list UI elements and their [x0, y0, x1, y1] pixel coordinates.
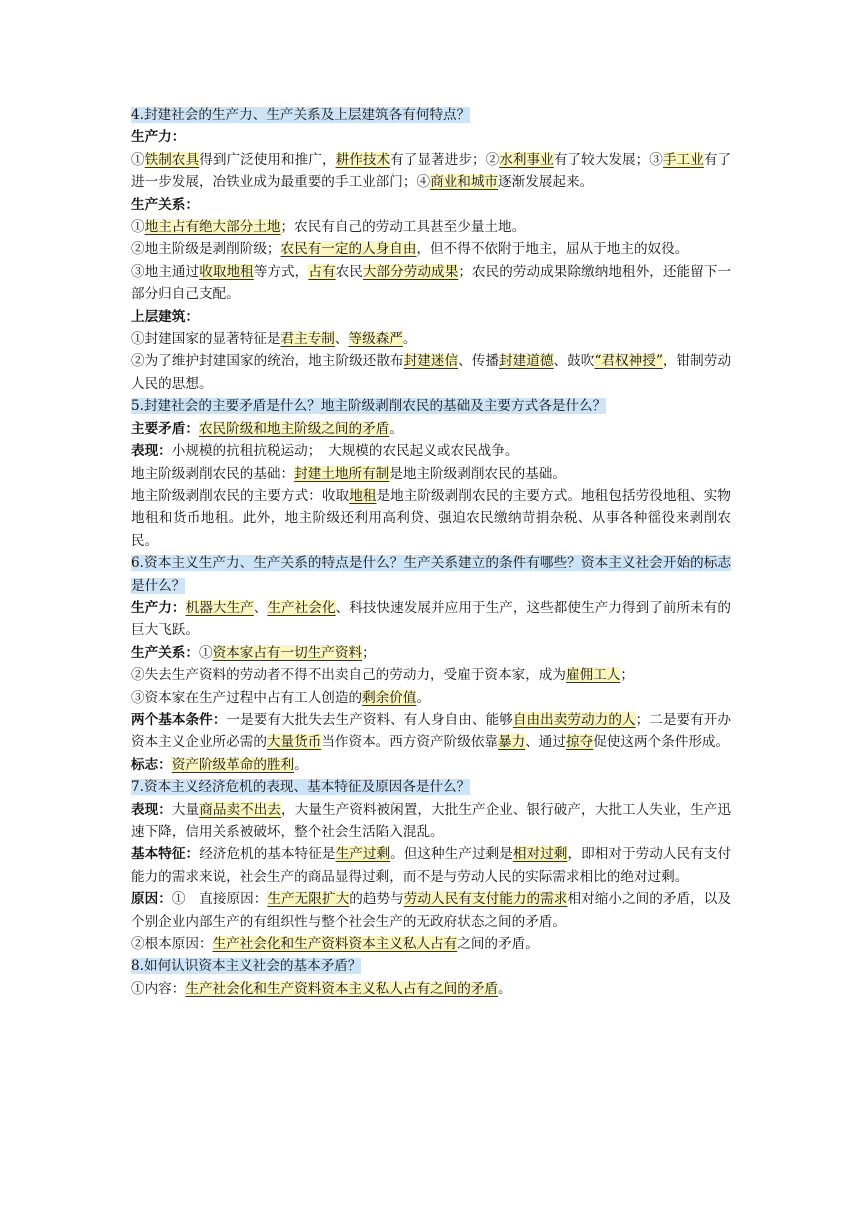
key-term: 收取地租 — [199, 263, 254, 280]
body-text: ① — [131, 219, 145, 236]
body-text: 有了显著进步；② — [390, 151, 500, 168]
body-text: 、传播 — [458, 353, 500, 370]
section-label: 上层建筑： — [131, 308, 199, 325]
body-text: ① — [131, 151, 145, 168]
body-text: 、 — [334, 331, 349, 348]
key-term: 大部分劳动成果 — [362, 263, 459, 280]
paragraph — [131, 754, 731, 776]
body-text: ②为了维护封建国家的统治，地主阶级还散布 — [131, 353, 404, 370]
body-text: 。 — [389, 420, 403, 437]
key-term: 生产社会化和生产资料资本主义私人占有 — [212, 936, 458, 953]
body-text: 逐渐发展起来。 — [498, 174, 594, 191]
paragraph — [131, 149, 731, 194]
question-heading: 如何认识资本主义社会的基本矛盾？ — [143, 958, 362, 975]
key-term: 封建迷信 — [403, 353, 459, 370]
body-text: 等方式， — [253, 263, 309, 280]
question-heading: 4. — [131, 107, 144, 123]
body-text: 得到广泛使用和推广， — [199, 151, 336, 168]
body-text: 。但这种生产过剩是 — [390, 846, 513, 863]
body-text: ②失去生产资料的劳动者不得不出卖自己的劳动力，受雇于资本家，成为 — [131, 667, 566, 684]
paragraph — [131, 350, 731, 395]
key-term: 耕作技术 — [335, 151, 391, 168]
body-text: 。 — [416, 689, 431, 706]
section-label: 生产关系： — [131, 196, 199, 213]
section-label: 生产关系： — [131, 644, 199, 661]
section-label: 表现： — [131, 443, 172, 460]
key-term: 铁制农具 — [144, 151, 200, 168]
key-term: 生产社会化和生产资料资本主义私人占有之间的矛盾 — [185, 980, 499, 997]
key-term: 资产阶级革命的胜利 — [171, 756, 295, 773]
paragraph — [131, 597, 731, 642]
section-label: 生产力： — [131, 129, 186, 146]
body-text: 是地主阶级剥削农民的主要方式。地租包括劳役地租、实物地租和货币地租。此外，地主阶级还利用高利贷、强迫农民缴纳苛捐杂税、从事各种徭役来剥削农民。 — [131, 487, 732, 549]
paragraph — [131, 799, 731, 844]
paragraph — [131, 709, 731, 754]
body-text: ，但不得不依附于地主，屈从于地主的奴役。 — [416, 241, 689, 258]
body-text: 农民 — [335, 263, 363, 280]
body-text: ③地主通过 — [131, 263, 200, 280]
question-heading: 8. — [131, 958, 144, 975]
body-text: ；农民的劳动成果除缴纳地租外，还能留下一部分归自己支配。 — [131, 263, 732, 303]
body-text: 地主阶级剥削农民的基础： — [131, 465, 295, 482]
paragraph — [131, 776, 731, 798]
question-heading: 5. — [131, 398, 144, 415]
key-term: 生产社会化 — [267, 599, 336, 616]
body-text: ①封建国家的显著特征是 — [131, 331, 281, 348]
body-text: ； — [620, 667, 634, 684]
key-term: 占有 — [308, 263, 336, 280]
paragraph — [131, 440, 731, 462]
key-term: 地主占有绝大部分土地 — [144, 219, 281, 236]
body-text: 、通过 — [525, 734, 566, 751]
body-text: ①内容： — [131, 980, 186, 997]
body-text: ，钳制劳动人民的思想。 — [131, 353, 732, 392]
paragraph — [131, 978, 731, 1000]
document-page — [131, 104, 731, 1000]
body-text: 相对缩小之间的矛盾，以及个别企业内部生产的有组织性与整个社会生产的无政府状态之间的矛盾。 — [131, 891, 732, 930]
body-text: 小规模的抗租抗税运动； 大规模的农民起义或农民战争。 — [171, 443, 519, 460]
key-term: 生产无限扩大 — [267, 891, 350, 908]
body-text: 。 — [402, 331, 417, 348]
paragraph — [131, 933, 731, 955]
section-label: 生产力： — [131, 599, 186, 616]
body-text: ，即相对于劳动人民有支付能力的需求来说，社会生产的商品显得过剩，而不是与劳动人民的实际需求相比的绝对过剩。 — [131, 846, 732, 885]
paragraph — [131, 126, 731, 148]
paragraph — [131, 955, 731, 977]
body-text: 、科技快速发展并应用于生产，这些都使生产力得到了前所未有的巨大飞跃。 — [131, 599, 732, 639]
body-text: 地主阶级剥削农民的主要方式：收取 — [131, 487, 350, 504]
body-text: 当作资本。西方资产阶级依靠 — [321, 734, 499, 751]
section-label: 原因： — [131, 891, 172, 908]
body-text: 、鼓吹 — [553, 353, 595, 370]
paragraph — [131, 261, 731, 306]
key-term: 剩余价值 — [362, 689, 417, 706]
key-term: 大量货币 — [266, 734, 322, 751]
key-term: 商业和城市 — [430, 174, 499, 191]
key-term: 资本家占有一切生产资料 — [212, 644, 363, 661]
key-term: 君主专制 — [280, 331, 335, 348]
section-label: 标志： — [131, 756, 172, 773]
key-term: 机器大生产 — [185, 599, 254, 616]
body-text: 大量 — [171, 801, 200, 818]
key-term: 商品卖不出去 — [199, 801, 282, 818]
key-term: 等级森严 — [348, 331, 403, 348]
paragraph — [131, 306, 731, 328]
body-text: ②根本原因： — [131, 936, 213, 953]
body-text: 经济危机的基本特征是 — [199, 846, 336, 863]
paragraph — [131, 216, 731, 238]
paragraph — [131, 664, 731, 686]
key-term: 封建土地所有制 — [294, 465, 390, 482]
body-text: 之间的矛盾。 — [457, 936, 539, 953]
body-text: ②地主阶级是剥削阶级； — [131, 241, 281, 258]
body-text: 的趋势与 — [349, 891, 404, 908]
body-text: ③资本家在生产过程中占有工人创造的 — [131, 689, 363, 706]
paragraph — [131, 418, 731, 440]
key-term: 生产过剩 — [335, 846, 391, 863]
body-text: ① — [198, 644, 213, 661]
paragraph — [131, 395, 731, 417]
paragraph — [131, 687, 731, 709]
question-heading: 资本主义经济危机的表现、基本特征及原因各是什么？ — [143, 779, 471, 796]
key-term: 地租 — [349, 487, 377, 504]
body-text: ； — [362, 644, 376, 661]
key-term: 封建道德 — [499, 353, 554, 370]
key-term: 农民阶级和地主阶级之间的矛盾 — [198, 420, 390, 437]
paragraph — [131, 194, 731, 216]
key-term: 暴力 — [498, 734, 526, 751]
body-text: 。 — [294, 756, 308, 773]
paragraph — [131, 238, 731, 260]
question-heading: 封建社会的生产力、生产关系及上层建筑各有何特点？ — [143, 107, 471, 123]
question-heading: 资本主义生产力、生产关系的特点是什么？生产关系建立的条件有哪些？资本主义社会开始的标志是什么？ — [131, 555, 731, 594]
body-text: ；二是要有开办资本主义企业所必需的 — [131, 711, 732, 751]
key-term: 劳动人民有支付能力的需求 — [403, 891, 568, 908]
paragraph — [131, 485, 731, 552]
key-term: 掠夺 — [566, 734, 594, 751]
body-text: 促使这两个条件形成。 — [593, 734, 730, 751]
question-heading: 封建社会的主要矛盾是什么？地主阶级剥削农民的基础及主要方式各是什么？ — [143, 398, 607, 415]
body-text: 有了进一步发展，冶铁业成为最重要的手工业部门；④ — [131, 151, 732, 191]
body-text: 是地主阶级剥削农民的基础。 — [389, 465, 566, 482]
body-text: 。 — [498, 980, 512, 997]
paragraph — [131, 642, 731, 664]
paragraph — [131, 463, 731, 485]
paragraph — [131, 104, 731, 126]
key-term: 自由出卖劳动力的人 — [512, 711, 636, 728]
key-term: 手工业 — [662, 151, 704, 168]
key-term: 农民有一定的人身自由 — [280, 241, 417, 258]
question-heading: 6. — [131, 555, 144, 572]
paragraph — [131, 843, 731, 888]
key-term: 相对过剩 — [512, 846, 568, 863]
body-text: ；农民有自己的劳动工具甚至少量土地。 — [280, 219, 526, 236]
section-label: 表现： — [131, 801, 172, 818]
key-term: 雇佣工人 — [566, 667, 621, 684]
body-text: 有了较大发展；③ — [553, 151, 663, 168]
section-label: 基本特征： — [131, 846, 200, 863]
section-label: 主要矛盾： — [131, 420, 199, 437]
question-heading: 7. — [131, 779, 144, 796]
section-label: 两个基本条件： — [131, 711, 227, 728]
body-text: 、 — [253, 599, 268, 616]
paragraph — [131, 552, 731, 597]
body-text: ① 直接原因： — [171, 891, 268, 908]
body-text: 一是要有大批失去生产资料、有人身自由、能够 — [226, 711, 513, 728]
key-term: 水利事业 — [499, 151, 554, 168]
paragraph — [131, 888, 731, 933]
paragraph — [131, 328, 731, 350]
key-term: “君权神授” — [594, 353, 663, 370]
body-text: ，大量生产资料被闲置，大批生产企业、银行破产，大批工人失业，生产迅速下降，信用关系被破坏，整个社会生活陷入混乱。 — [131, 801, 732, 840]
